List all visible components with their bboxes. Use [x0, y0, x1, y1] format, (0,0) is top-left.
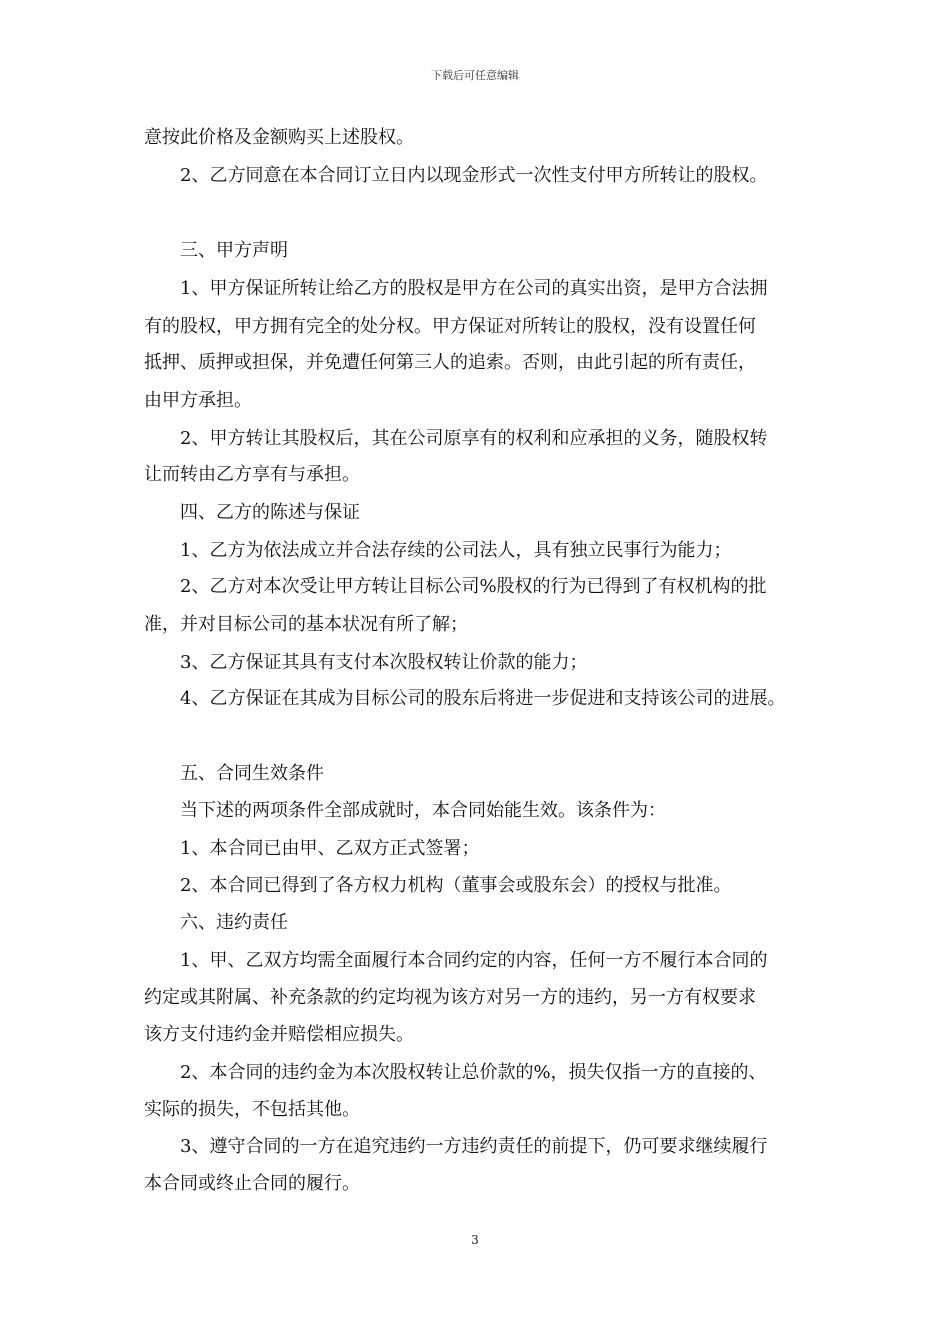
- page-number: 3: [471, 1233, 479, 1247]
- body-line: 2、乙方同意在本合同订立日内以现金形式一次性支付甲方所转让的股权。: [180, 165, 768, 186]
- body-line: 实际的损失，不包括其他。: [144, 1099, 360, 1120]
- body-line: 1、乙方为依法成立并合法存续的公司法人，具有独立民事行为能力；: [180, 540, 732, 561]
- body-line: 3、乙方保证其具有支付本次股权转让价款的能力；: [180, 652, 588, 673]
- body-line: 1、甲、乙双方均需全面履行本合同约定的内容，任何一方不履行本合同的: [180, 950, 768, 971]
- body-line: 意按此价格及金额购买上述股权。: [144, 127, 414, 148]
- body-line: 抵押、质押或担保，并免遭任何第三人的追索。否则，由此引起的所有责任，: [144, 352, 756, 373]
- body-line: 2、本合同的违约金为本次股权转让总价款的%，损失仅指一方的直接的、: [180, 1062, 767, 1083]
- body-line: 有的股权，甲方拥有完全的处分权。甲方保证对所转让的股权，没有设置任何: [144, 316, 756, 337]
- section-heading: 四、乙方的陈述与保证: [180, 502, 360, 523]
- body-line: 2、本合同已得到了各方权力机构（董事会或股东会）的授权与批准。: [180, 875, 732, 896]
- section-heading: 六、违约责任: [180, 912, 288, 933]
- body-line: 1、本合同已由甲、乙双方正式签署；: [180, 838, 480, 859]
- body-line: 2、乙方对本次受让甲方转让目标公司%股权的行为已得到了有权机构的批: [180, 576, 767, 597]
- body-line: 4、乙方保证在其成为目标公司的股东后将进一步促进和支持该公司的进展。: [180, 688, 786, 709]
- body-line: 准，并对目标公司的基本状况有所了解；: [144, 614, 468, 635]
- page-header: 下载后可任意编辑: [431, 69, 519, 82]
- section-heading: 五、合同生效条件: [180, 763, 324, 784]
- body-line: 本合同或终止合同的履行。: [144, 1173, 360, 1194]
- body-line: 由甲方承担。: [144, 390, 252, 411]
- body-line: 3、遵守合同的一方在追究违约一方违约责任的前提下，仍可要求继续履行: [180, 1136, 768, 1157]
- body-line: 约定或其附属、补充条款的约定均视为该方对另一方的违约，另一方有权要求: [144, 987, 756, 1008]
- body-line: 该方支付违约金并赔偿相应损失。: [144, 1024, 414, 1045]
- body-line: 2、甲方转让其股权后，其在公司原享有的权利和应承担的义务，随股权转: [180, 428, 768, 449]
- body-line: 1、甲方保证所转让给乙方的股权是甲方在公司的真实出资，是甲方合法拥: [180, 278, 768, 299]
- body-line: 当下述的两项条件全部成就时，本合同始能生效。该条件为：: [180, 800, 666, 821]
- section-heading: 三、甲方声明: [180, 240, 288, 261]
- body-line: 让而转由乙方享有与承担。: [144, 464, 360, 485]
